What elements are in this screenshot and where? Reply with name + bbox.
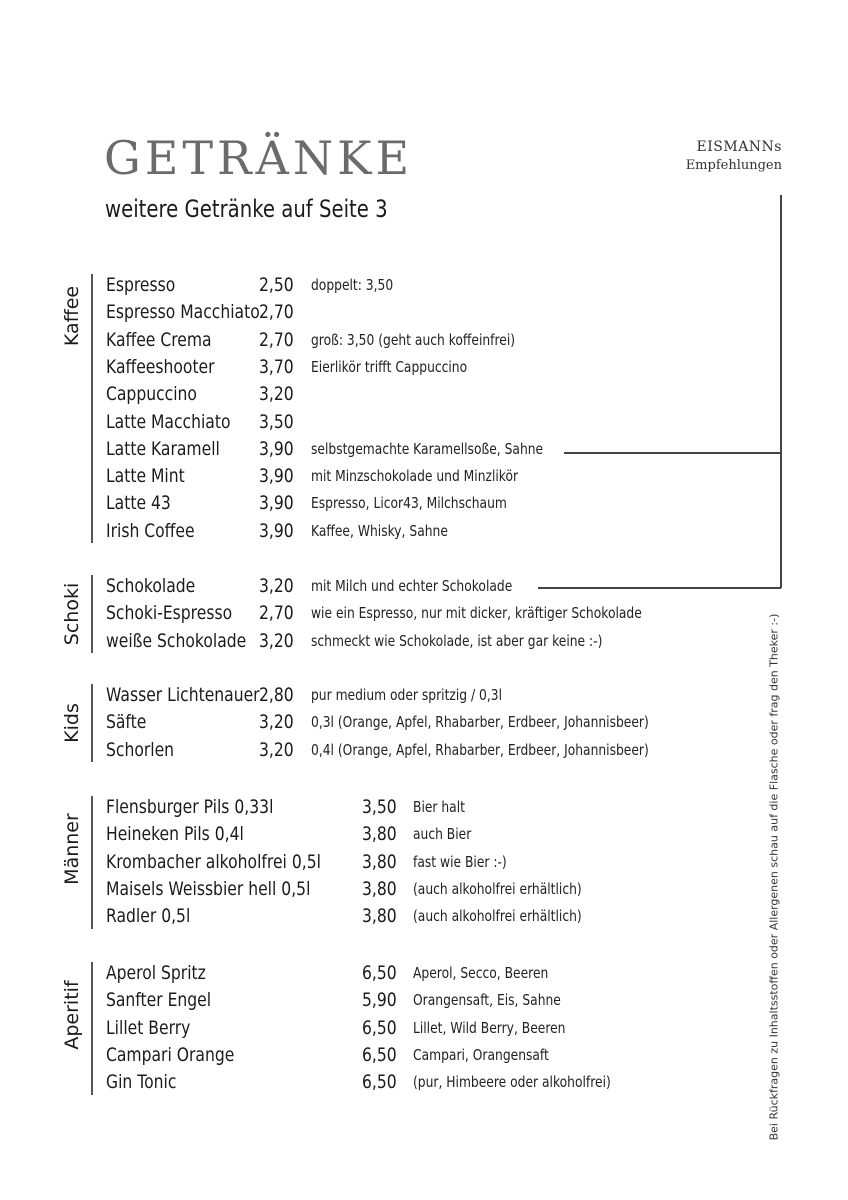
- item-name: Kaffeeshooter: [106, 355, 215, 378]
- menu-item: [0, 709, 760, 736]
- item-description: (pur, Himbeere oder alkoholfrei): [413, 1073, 611, 1092]
- menu-item: [0, 1069, 760, 1096]
- item-price: 3,20: [259, 738, 294, 761]
- item-description: auch Bier: [413, 825, 472, 844]
- item-name: Heineken Pils 0,4l: [106, 823, 244, 846]
- section-label: Männer: [61, 812, 83, 885]
- item-description: Aperol, Secco, Beeren: [413, 964, 549, 982]
- section-label: Kaffee: [61, 285, 83, 346]
- item-price: 3,20: [259, 629, 294, 652]
- item-price: 6,50: [362, 1016, 397, 1039]
- menu-item: [0, 960, 760, 987]
- menu-item: [0, 327, 760, 354]
- item-description: 0,3l (Orange, Apfel, Rhabarber, Erdbeer, Johannisbeer): [311, 713, 649, 732]
- item-name: Campari Orange: [106, 1043, 235, 1066]
- item-name: weiße Schokolade: [106, 629, 247, 652]
- item-description: schmeckt wie Schokolade, ist aber gar keine :-): [311, 631, 603, 650]
- item-description: wie ein Espresso, nur mit dicker, kräftiger Schokolade: [311, 604, 642, 623]
- item-description: Espresso, Licor43, Milchschaum: [311, 494, 507, 513]
- menu-item: [0, 876, 760, 903]
- item-price: 6,50: [362, 1071, 397, 1094]
- item-name: Latte Karamell: [106, 437, 220, 460]
- item-price: 3,20: [259, 383, 294, 406]
- item-description: selbstgemachte Karamellsoße, Sahne: [311, 439, 544, 458]
- menu-item: [0, 299, 760, 326]
- item-name: Radler 0,5l: [106, 905, 191, 928]
- item-price: 3,90: [259, 519, 294, 542]
- item-name: Schokolade: [106, 575, 196, 597]
- item-description: Kaffee, Whisky, Sahne: [311, 521, 448, 540]
- menu-section-schoki: [0, 573, 848, 655]
- menu-item: [0, 436, 760, 463]
- menu-item: [0, 573, 760, 600]
- item-price: 3,20: [259, 575, 294, 597]
- page-title: GETRÄNKE: [104, 131, 414, 185]
- item-price: 2,50: [259, 274, 294, 296]
- item-description: 0,4l (Orange, Apfel, Rhabarber, Erdbeer, Johannisbeer): [311, 740, 649, 759]
- section-label: Schoki: [61, 582, 83, 646]
- item-price: 2,70: [259, 602, 294, 625]
- menu-item: [0, 354, 760, 381]
- item-price: 3,50: [362, 796, 397, 818]
- item-description: doppelt: 3,50: [311, 276, 394, 294]
- item-name: Kaffee Crema: [106, 328, 212, 351]
- section-label: Aperitif: [61, 979, 83, 1050]
- item-name: Espresso Macchiato: [106, 301, 260, 324]
- menu-item: [0, 737, 760, 764]
- page-subtitle: weitere Getränke auf Seite 3: [105, 195, 388, 223]
- item-price: 5,90: [362, 989, 397, 1012]
- item-name: Latte 43: [106, 492, 171, 515]
- item-name: Wasser Lichtenauer: [106, 684, 260, 706]
- item-name: Schoki-Espresso: [106, 602, 233, 625]
- menu-section-kaffee: [0, 272, 848, 545]
- item-price: 3,80: [362, 850, 397, 873]
- section-label: Kids: [61, 703, 83, 743]
- item-description: mit Minzschokolade und Minzlikör: [311, 467, 519, 486]
- menu-item: [0, 794, 760, 821]
- menu-item: [0, 272, 760, 299]
- item-price: 2,70: [259, 301, 294, 324]
- item-price: 3,80: [362, 877, 397, 900]
- item-name: Latte Macchiato: [106, 410, 231, 433]
- menu-item: [0, 849, 760, 876]
- item-name: Cappuccino: [106, 383, 197, 406]
- item-price: 3,90: [259, 492, 294, 515]
- item-description: Campari, Orangensaft: [413, 1045, 549, 1064]
- item-description: pur medium oder spritzig / 0,3l: [311, 686, 503, 704]
- menu-item: [0, 409, 760, 436]
- item-price: 3,90: [259, 465, 294, 488]
- menu-section-aperitif: [0, 960, 848, 1097]
- item-price: 3,70: [259, 355, 294, 378]
- item-description: Orangensaft, Eis, Sahne: [413, 991, 561, 1010]
- item-name: Gin Tonic: [106, 1071, 177, 1094]
- item-name: Säfte: [106, 711, 147, 734]
- item-price: 3,80: [362, 823, 397, 846]
- item-name: Lillet Berry: [106, 1016, 191, 1039]
- brand-name: EISMANNs: [696, 139, 782, 155]
- menu-item: [0, 1042, 760, 1069]
- item-description: mit Milch und echter Schokolade: [311, 577, 513, 595]
- menu-item: [0, 628, 760, 655]
- menu-item: [0, 463, 760, 490]
- item-price: 2,70: [259, 328, 294, 351]
- item-description: Eierlikör trifft Cappuccino: [311, 357, 468, 376]
- menu-item: [0, 600, 760, 627]
- item-price: 6,50: [362, 962, 397, 984]
- item-description: (auch alkoholfrei erhältlich): [413, 879, 582, 898]
- menu-item: [0, 682, 760, 709]
- item-name: Sanfter Engel: [106, 989, 212, 1012]
- menu-item: [0, 821, 760, 848]
- item-name: Espresso: [106, 274, 176, 296]
- item-description: (auch alkoholfrei erhältlich): [413, 907, 582, 926]
- item-description: fast wie Bier :-): [413, 852, 507, 871]
- item-name: Flensburger Pils 0,33l: [106, 796, 274, 818]
- menu-item: [0, 381, 760, 408]
- item-name: Latte Mint: [106, 465, 185, 488]
- item-description: Bier halt: [413, 798, 465, 816]
- allergen-note: Bei Rückfragen zu Inhaltsstoffen oder Allergenen schau auf die Flasche oder frag den Theker :-): [767, 613, 781, 1141]
- item-price: 3,80: [362, 905, 397, 928]
- item-name: Krombacher alkoholfrei 0,5l: [106, 850, 321, 873]
- item-price: 2,80: [259, 684, 294, 706]
- brand-tagline: Empfehlungen: [685, 158, 782, 173]
- menu-item: [0, 987, 760, 1014]
- item-price: 6,50: [362, 1043, 397, 1066]
- menu-item: [0, 518, 760, 545]
- item-name: Irish Coffee: [106, 519, 195, 542]
- item-description: groß: 3,50 (geht auch koffeinfrei): [311, 330, 516, 349]
- item-name: Maisels Weissbier hell 0,5l: [106, 877, 311, 900]
- brand-recommendations: [686, 137, 782, 175]
- menu-section-kids: [0, 682, 848, 764]
- menu-item: [0, 1015, 760, 1042]
- item-name: Aperol Spritz: [106, 962, 206, 984]
- item-price: 3,20: [259, 711, 294, 734]
- menu-item: [0, 903, 760, 930]
- menu-section-m-nner: [0, 794, 848, 931]
- menu-item: [0, 490, 760, 517]
- item-name: Schorlen: [106, 738, 175, 761]
- item-description: Lillet, Wild Berry, Beeren: [413, 1018, 566, 1037]
- item-price: 3,50: [259, 410, 294, 433]
- item-price: 3,90: [259, 437, 294, 460]
